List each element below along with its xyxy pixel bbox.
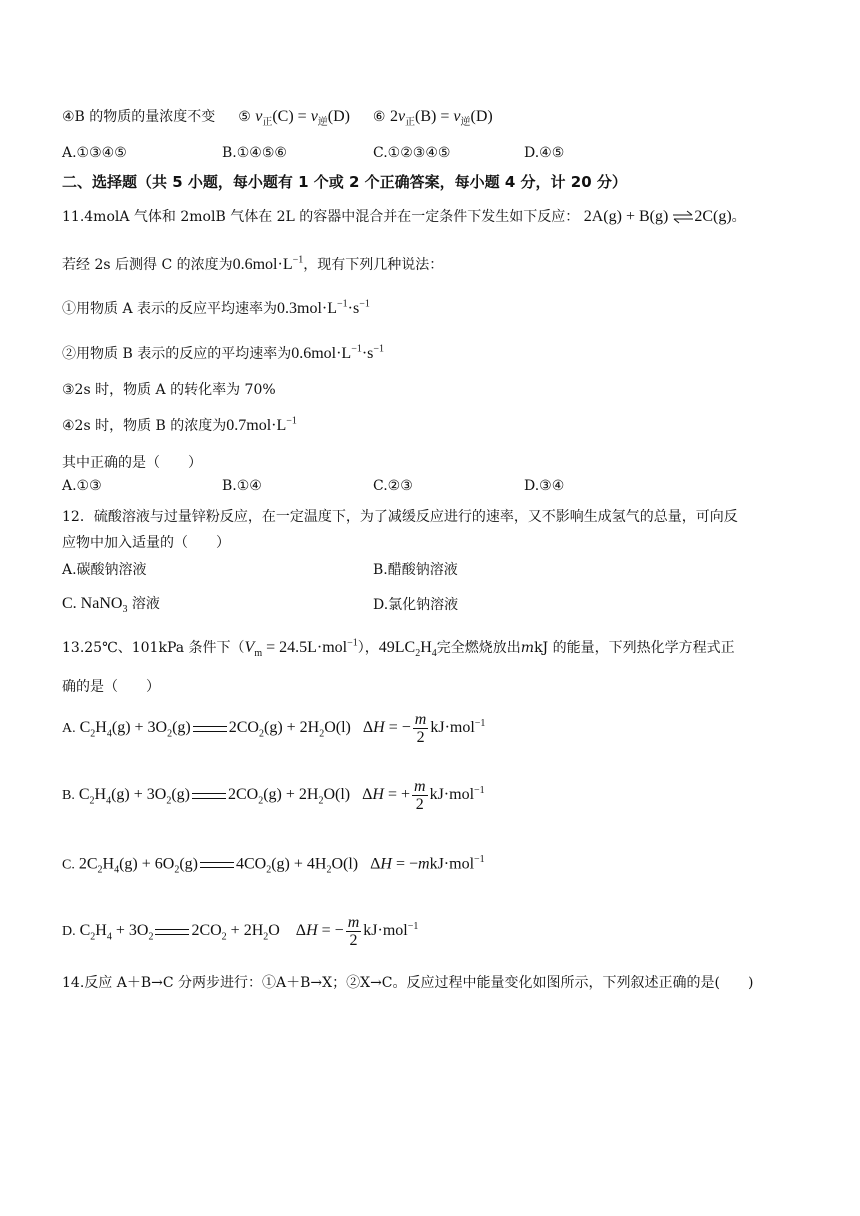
q12-option-c: [62, 593, 160, 615]
q13-option-b: B. $C_2H_4(g) + 3O_2(g) 2CO_2(g) + 2H_2O(l) \Delta H$ = + $\frac{m}{2}$ kJ·mol$^{-1}$: [62, 778, 485, 813]
q11-statement-4-text: ④2s 时，物质 B 的浓度为: [62, 418, 227, 434]
q11-concentration-value: $0.6mol\cdot L^{-1}$: [232, 254, 304, 273]
q10-item6-prefix: ⑥: [372, 109, 386, 125]
section-2-heading: 二、选择题（共 5 小题，每小题有 1 个或 2 个正确答案，每小题 4 分，计 20 分）: [62, 173, 627, 191]
q12-stem-line1: 12．硫酸溶液与过量锌粉反应，在一定温度下，为了减缓反应进行的速率，又不影响生成氢气的总量，可向反: [62, 509, 738, 525]
q10-option-b: B.①④⑤⑥: [222, 145, 287, 161]
q12-option-c-formula: C. NaNO$_3$: [62, 595, 128, 616]
q10-item4: ④B 的物质的量浓度不变: [62, 109, 216, 125]
q13-volume-ethylene: $49LC_2H_4$: [378, 639, 437, 660]
q13-stem-a: 13.25℃、101kPa 条件下（: [62, 640, 245, 656]
q11-statement-2-value: $0.6mol\cdot L^{-1}\cdot s^{-1}$: [291, 343, 385, 362]
q13-stem-b: ），: [357, 640, 379, 656]
q11-option-c: C.②③: [373, 478, 413, 494]
q11-stem2-a: 若经 2s 后测得 C 的浓度为: [62, 257, 233, 273]
q11-stem2-b: ，现有下列几种说法：: [303, 257, 444, 273]
q12-option-d: D.氯化钠溶液: [373, 597, 459, 613]
q12-option-c-suffix: 溶液: [131, 596, 160, 612]
q10-option-a: A.①③④⑤: [62, 145, 127, 161]
q13-stem-c: 完全燃烧放出: [436, 640, 521, 656]
q11-stem-line1: [62, 206, 746, 226]
q11-stem1: 11.4molA 气体和 2molB 气体在 2L 的容器中混合并在一定条件下发生如下反应：: [62, 209, 580, 225]
q13-molar-volume: $V_m = 24.5L\cdot mol^{-1}$: [244, 637, 358, 660]
q14-stem: 14.反应 A＋B→C 分两步进行：①A＋B→X；②X→C。反应过程中能量变化如图所示，下列叙述正确的是( ): [62, 975, 754, 991]
q13-stem-d: kJ 的能量，下列热化学方程式正: [534, 640, 735, 656]
q11-statement-1-text: ①用物质 A 表示的反应平均速率为: [62, 301, 278, 317]
q11-statement-4-value: $0.7mol\cdot L^{-1}$: [226, 415, 297, 434]
q11-statement-1: [62, 298, 370, 318]
q11-statement-2-text: ②用物质 B 表示的反应的平均速率为: [62, 346, 292, 362]
q10-item5-equation: $v_正(C) = v_逆(D)$: [255, 108, 351, 129]
q11-option-a: A.①③: [62, 478, 102, 494]
q11-option-d: D.③④: [524, 478, 565, 494]
q13-stem-line1: [62, 637, 735, 659]
q11-statement-1-value: $0.3mol\cdot L^{-1}\cdot s^{-1}$: [277, 298, 370, 317]
q10-item6-equation: $2v_正(B) = v_逆(D)$: [389, 108, 493, 129]
q12-option-a: A.碳酸钠溶液: [62, 562, 147, 578]
q11-stem-line2: [62, 254, 443, 274]
q13-option-c: C. $2C_2H_4(g) + 6O_2(g) 4CO_2(g) + 4H_2O(l) \Delta H = -mkJ\cdot mol^{-1}$: [62, 854, 485, 876]
q13-option-a: A. $C_2H_4(g) + 3O_2(g) 2CO_2(g) + 2H_2O(l) \Delta H$ = − $\frac{m}{2}$ kJ·mol$^{-1}$: [62, 711, 486, 746]
q10-option-d: D.④⑤: [524, 145, 565, 161]
q12-option-b: B.醋酸钠溶液: [373, 562, 458, 578]
q13-option-d: D. $C_2H_4 + 3O_2$ $2CO_2 + 2H_2O$ ΔH = − $\frac{m}{2}$ kJ·mol$^{-1}$: [62, 914, 419, 949]
q11-statement-3: ③2s 时，物质 A 的转化率为 70%: [62, 382, 276, 398]
equilibrium-arrow-icon: [672, 210, 694, 224]
q13-m-symbol: m: [520, 640, 535, 656]
q11-reaction-equation: 2A(g) + B(g) 2C(g): [583, 208, 732, 225]
q11-statement-2: [62, 343, 384, 363]
q11-option-b: B.①④: [222, 478, 262, 494]
q11-ask: 其中正确的是（ ）: [62, 455, 202, 471]
q10-item4-line: [62, 106, 493, 128]
q10-option-c: C.①②③④⑤: [373, 145, 451, 161]
q11-stem1-end: 。: [731, 209, 746, 225]
q10-item5-prefix: ⑤: [238, 109, 251, 125]
q12-stem-line2: 应物中加入适量的（ ）: [62, 535, 230, 551]
q13-stem-line2: 确的是（ ）: [62, 679, 160, 695]
q11-statement-4: [62, 415, 297, 435]
